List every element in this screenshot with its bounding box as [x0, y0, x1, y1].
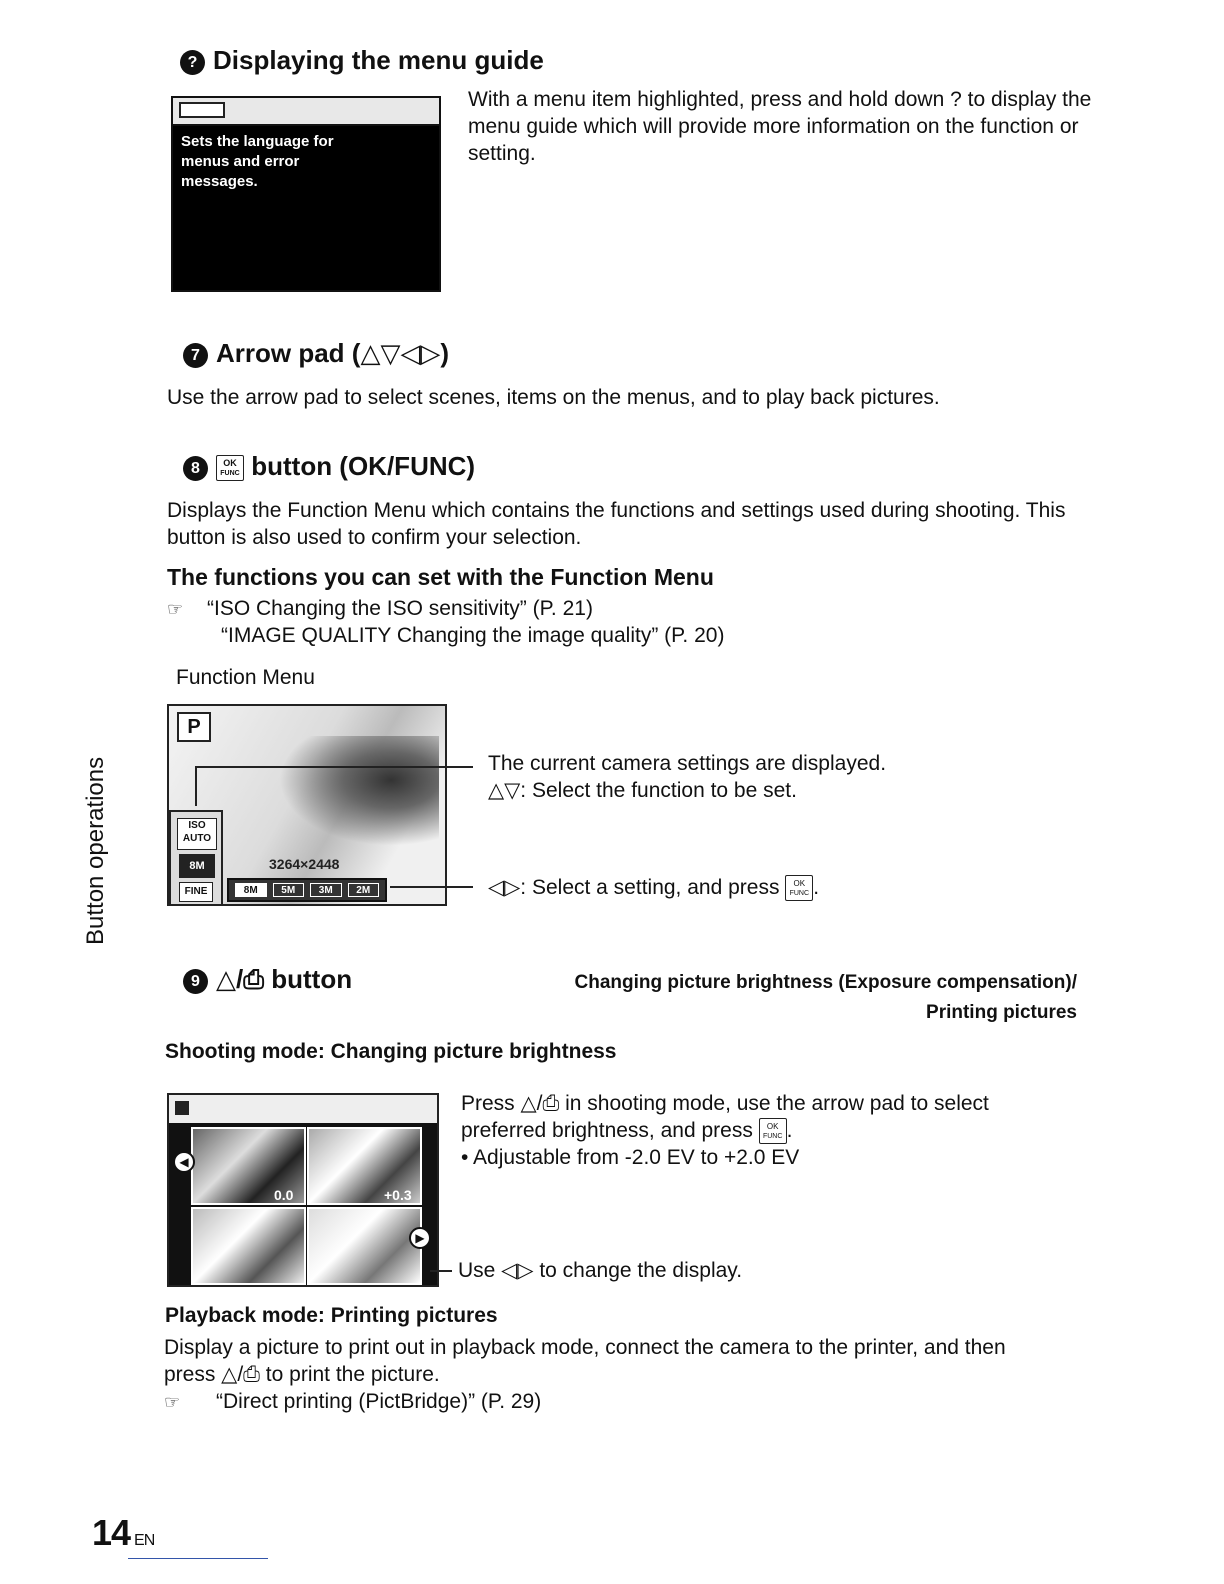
menu-guide-screen-header: [173, 98, 439, 126]
thumb-value-1: 0.0: [274, 1187, 294, 1203]
function-menu-ref-2: “IMAGE QUALITY Changing the image quality” (P. 20): [221, 624, 725, 647]
callout-line-1: [195, 766, 473, 768]
image-size-option-bar: [227, 878, 387, 902]
ok-func-heading: 8 OK FUNC button (OK/FUNC): [183, 451, 475, 482]
exposure-heading: 9 △/⎙ button: [183, 964, 352, 996]
ok-func-button-icon: OK FUNC: [785, 875, 813, 901]
ok-func-button-icon: OK FUNC: [759, 1118, 787, 1144]
arrow-pad-description: Use the arrow pad to select scenes, items on the menus, and to play back pictures.: [167, 386, 940, 409]
shooting-mode-instructions: Press △/⎙ in shooting mode, use the arrow pad to select preferred brightness, and press OK FUNC . • Adjustable from -2.0 EV to +2.0 EV: [461, 1092, 989, 1170]
reference-hand-icon: ☞: [164, 1392, 181, 1412]
option-8m[interactable]: 8M: [235, 883, 267, 897]
right-arrow-icon[interactable]: ▶: [409, 1227, 431, 1249]
number-7-icon: 7: [183, 343, 208, 368]
playback-mode-heading: Playback mode: Printing pictures: [165, 1304, 498, 1327]
callout-line-3: [430, 1270, 452, 1272]
use-arrows-text: Use ◁▷ to change the display.: [458, 1259, 743, 1282]
quality-fine-icon: FINE: [179, 882, 213, 902]
language-menu-icon: [179, 102, 225, 118]
ok-func-description: Displays the Function Menu which contains the functions and settings used during shooting. This button is also used to confirm your selection.: [167, 499, 1066, 549]
menu-guide-heading: ? Displaying the menu guide: [180, 45, 544, 76]
menu-guide-screen-text: Sets the language for menus and error messages.: [181, 133, 334, 190]
number-9-icon: 9: [183, 969, 208, 994]
hand-photo: [279, 736, 439, 846]
callout-1-text: The current camera settings are displayed. △▽: Select the function to be set.: [488, 752, 887, 802]
callout-2-text: ◁▷: Select a setting, and press OK FUNC .: [488, 874, 819, 901]
left-arrow-icon[interactable]: ◀: [173, 1151, 195, 1173]
option-3m[interactable]: 3M: [310, 883, 342, 897]
ok-func-button-icon: OK FUNC: [216, 455, 244, 481]
language-code: EN: [134, 1532, 155, 1549]
arrow-pad-heading: 7 Arrow pad (△▽◁▷): [183, 338, 449, 369]
page-number: 14 EN: [92, 1512, 155, 1553]
function-menu-left-column: [169, 810, 223, 906]
resolution-readout: 3264×2448: [269, 856, 340, 872]
option-2m[interactable]: 2M: [348, 883, 380, 897]
menu-guide-description: With a menu item highlighted, press and hold down ? to display the menu guide which will provide more information on the function or setting.: [468, 88, 1092, 165]
function-menu-subheading: The functions you can set with the Function Menu: [167, 564, 714, 590]
thumbnail-4[interactable]: [307, 1207, 422, 1285]
exposure-screen: [167, 1093, 439, 1287]
program-mode-icon: P: [177, 712, 211, 742]
function-menu-figure-label: Function Menu: [176, 666, 315, 689]
number-8-icon: 8: [183, 456, 208, 481]
menu-guide-screen: [171, 96, 441, 292]
thumb-value-2: +0.3: [384, 1187, 412, 1203]
image-size-8m-icon: 8M: [179, 854, 215, 878]
exposure-screen-header: [169, 1095, 437, 1123]
function-menu-screen: [167, 704, 447, 906]
reference-hand-icon: ☞: [167, 599, 184, 619]
iso-auto-icon: ISO AUTO: [177, 818, 217, 850]
callout-line-2: [390, 886, 473, 888]
thumbnail-3[interactable]: [191, 1207, 306, 1285]
footer-rule: [128, 1558, 268, 1559]
exposure-compensation-icon: [175, 1101, 189, 1115]
playback-mode-text: Display a picture to print out in playback mode, connect the camera to the printer, and then press △/⎙ to print the picture. ☞ “Direct printing (PictBridge)” (P. 29): [164, 1334, 1104, 1416]
exposure-right-title: Changing picture brightness (Exposure compensation)/ Printing pictures: [574, 972, 1077, 1023]
callout-line-1-drop: [195, 766, 197, 806]
shooting-mode-heading: Shooting mode: Changing picture brightness: [165, 1040, 617, 1063]
function-menu-refs: ☞ “ISO Changing the ISO sensitivity” (P. 21): [167, 595, 593, 623]
side-tab-label: Button operations: [82, 756, 109, 945]
help-badge-icon: ?: [180, 50, 205, 75]
option-5m[interactable]: 5M: [273, 883, 305, 897]
